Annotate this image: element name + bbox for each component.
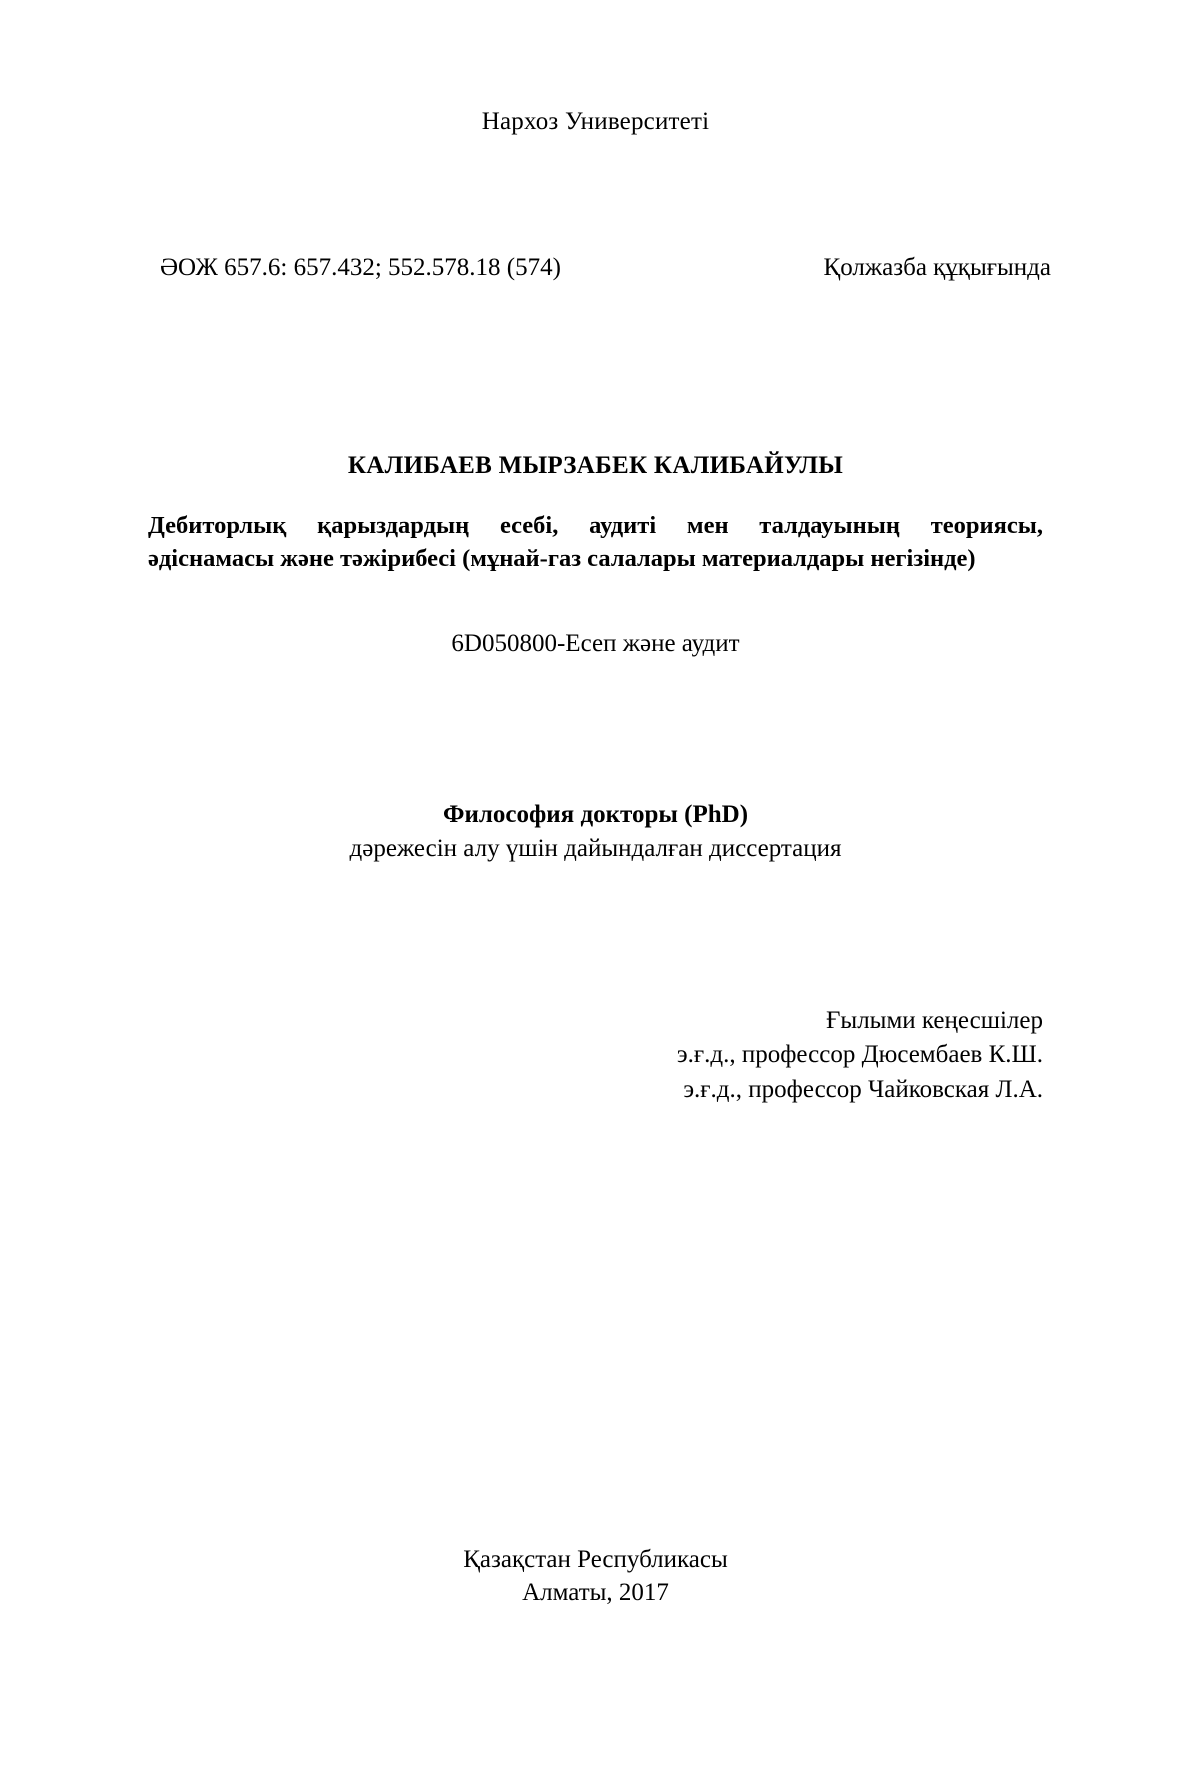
- udc-row: [130, 254, 1061, 282]
- manuscript-rights: Қолжазба құқығында: [823, 254, 1051, 281]
- advisor-one: э.ғ.д., профессор Дюсембаев К.Ш.: [676, 1041, 1043, 1069]
- advisors-block: [130, 1004, 1061, 1108]
- degree-line-2: дәрежесін алу үшін дайындалған диссертация: [349, 834, 842, 862]
- publication-place: [0, 1543, 1191, 1611]
- specialty-code: 6D050800-Есеп және аудит: [451, 630, 740, 658]
- degree-line-1: Философия докторы (PhD): [442, 801, 749, 829]
- advisors-heading: Ғылыми кеңесшілер: [825, 1006, 1043, 1034]
- author-name: КАЛИБАЕВ МЫРЗАБЕК КАЛИБАЙУЛЫ: [347, 452, 844, 479]
- dissertation-title-line-2: әдіснамасы және тәжірибесі (мұнай-газ салалары материалдары негізінде): [148, 544, 976, 572]
- degree-statement: [130, 798, 1061, 866]
- dissertation-title: [130, 510, 1061, 575]
- title-page: [0, 108, 1191, 1792]
- udc-code: ӘОЖ 657.6: 657.432; 552.578.18 (574): [160, 254, 561, 281]
- city-year: Алматы, 2017: [522, 1579, 669, 1607]
- dissertation-title-line-1: Дебиторлық қарыздардың есебі, аудиті мен талдауының теориясы,: [148, 512, 1043, 539]
- country-name: Қазақстан Республикасы: [463, 1545, 728, 1573]
- advisor-two: э.ғ.д., профессор Чайковская Л.А.: [683, 1075, 1043, 1103]
- university-name: Нархоз Университеті: [481, 108, 710, 135]
